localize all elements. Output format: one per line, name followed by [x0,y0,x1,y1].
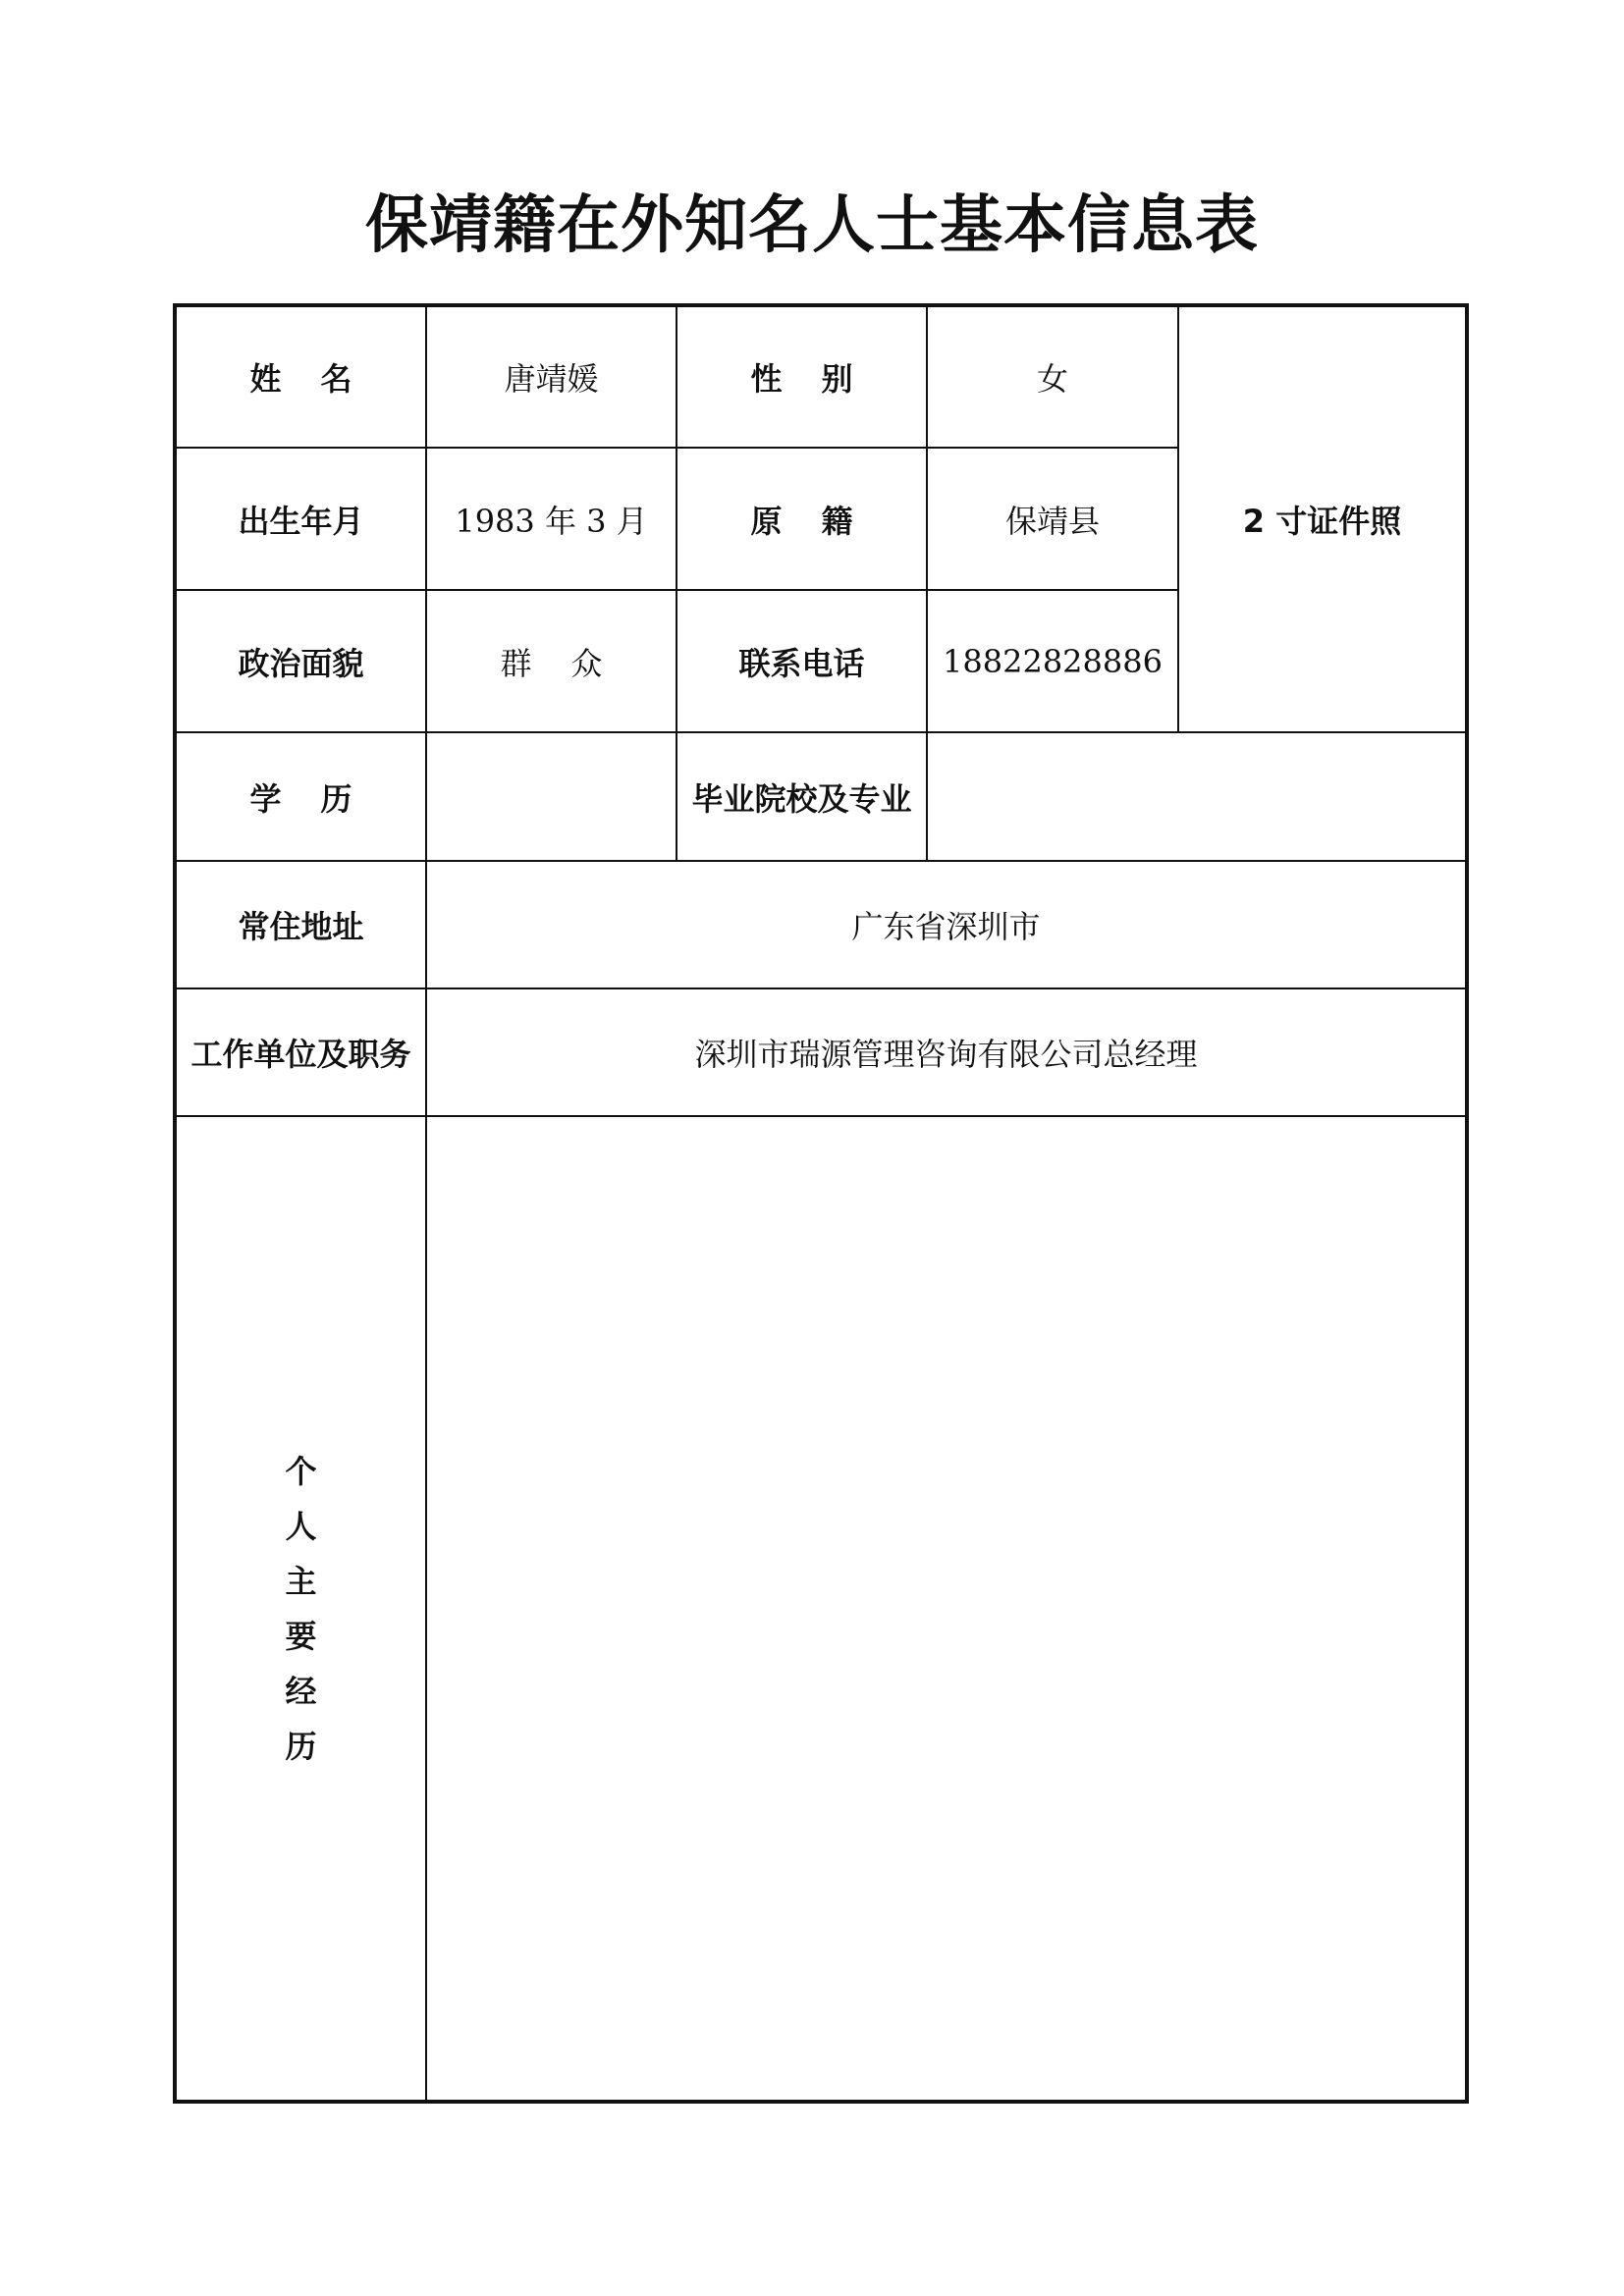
work-label-cell [175,988,426,1116]
birth-label: 出生年月 [238,502,364,540]
education-label-cell [175,732,426,861]
gender-label: 性别 [750,360,893,398]
row-education [175,732,1467,861]
address-label: 常住地址 [238,908,364,945]
photo-label: 2 寸证件照 [1242,503,1402,540]
phone-value: 18822828886 [943,642,1163,680]
origin-value: 保靖县 [1004,502,1100,540]
phone-label: 联系电话 [738,644,865,682]
origin-label-cell [677,448,927,590]
name-value: 唐靖媛 [504,360,599,398]
row-experience [175,1116,1467,2102]
work-value: 深圳市瑞源管理咨询有限公司总经理 [694,1036,1198,1073]
row-name [175,305,1467,448]
address-value: 广东省深圳市 [851,908,1041,945]
address-value-cell[interactable] [426,861,1467,988]
gender-value-cell[interactable] [927,305,1178,448]
address-label-cell [175,861,426,988]
experience-label-cell [175,1116,426,2102]
work-value-cell[interactable] [426,988,1467,1116]
origin-value-cell[interactable] [927,448,1178,590]
row-address [175,861,1467,988]
experience-value-cell[interactable] [426,1116,1467,2102]
school-value-cell[interactable] [927,732,1467,861]
experience-label: 个人主要经历 [285,1452,317,1765]
gender-value: 女 [1036,360,1068,398]
name-label: 姓名 [249,360,392,398]
birth-value-cell[interactable] [426,448,677,590]
education-value-cell[interactable] [426,732,677,861]
document-title: 保靖籍在外知名人士基本信息表 [365,188,1259,262]
school-label: 毕业院校及专业 [691,779,912,818]
school-label-cell [677,732,927,861]
work-label: 工作单位及职务 [190,1036,411,1073]
origin-label: 原籍 [750,502,893,540]
birth-value: 1983 年 3 月 [455,502,648,540]
political-value: 群众 [500,644,642,682]
political-value-cell[interactable] [426,590,677,732]
name-value-cell[interactable] [426,305,677,448]
birth-label-cell [175,448,426,590]
political-label: 政治面貌 [238,644,364,682]
name-label-cell [175,305,426,448]
row-work [175,988,1467,1116]
political-label-cell [175,590,426,732]
info-table [173,303,1469,2104]
gender-label-cell [677,305,927,448]
phone-label-cell [677,590,927,732]
phone-value-cell[interactable] [927,590,1178,732]
education-label: 学历 [249,779,392,818]
photo-cell[interactable] [1178,305,1467,732]
